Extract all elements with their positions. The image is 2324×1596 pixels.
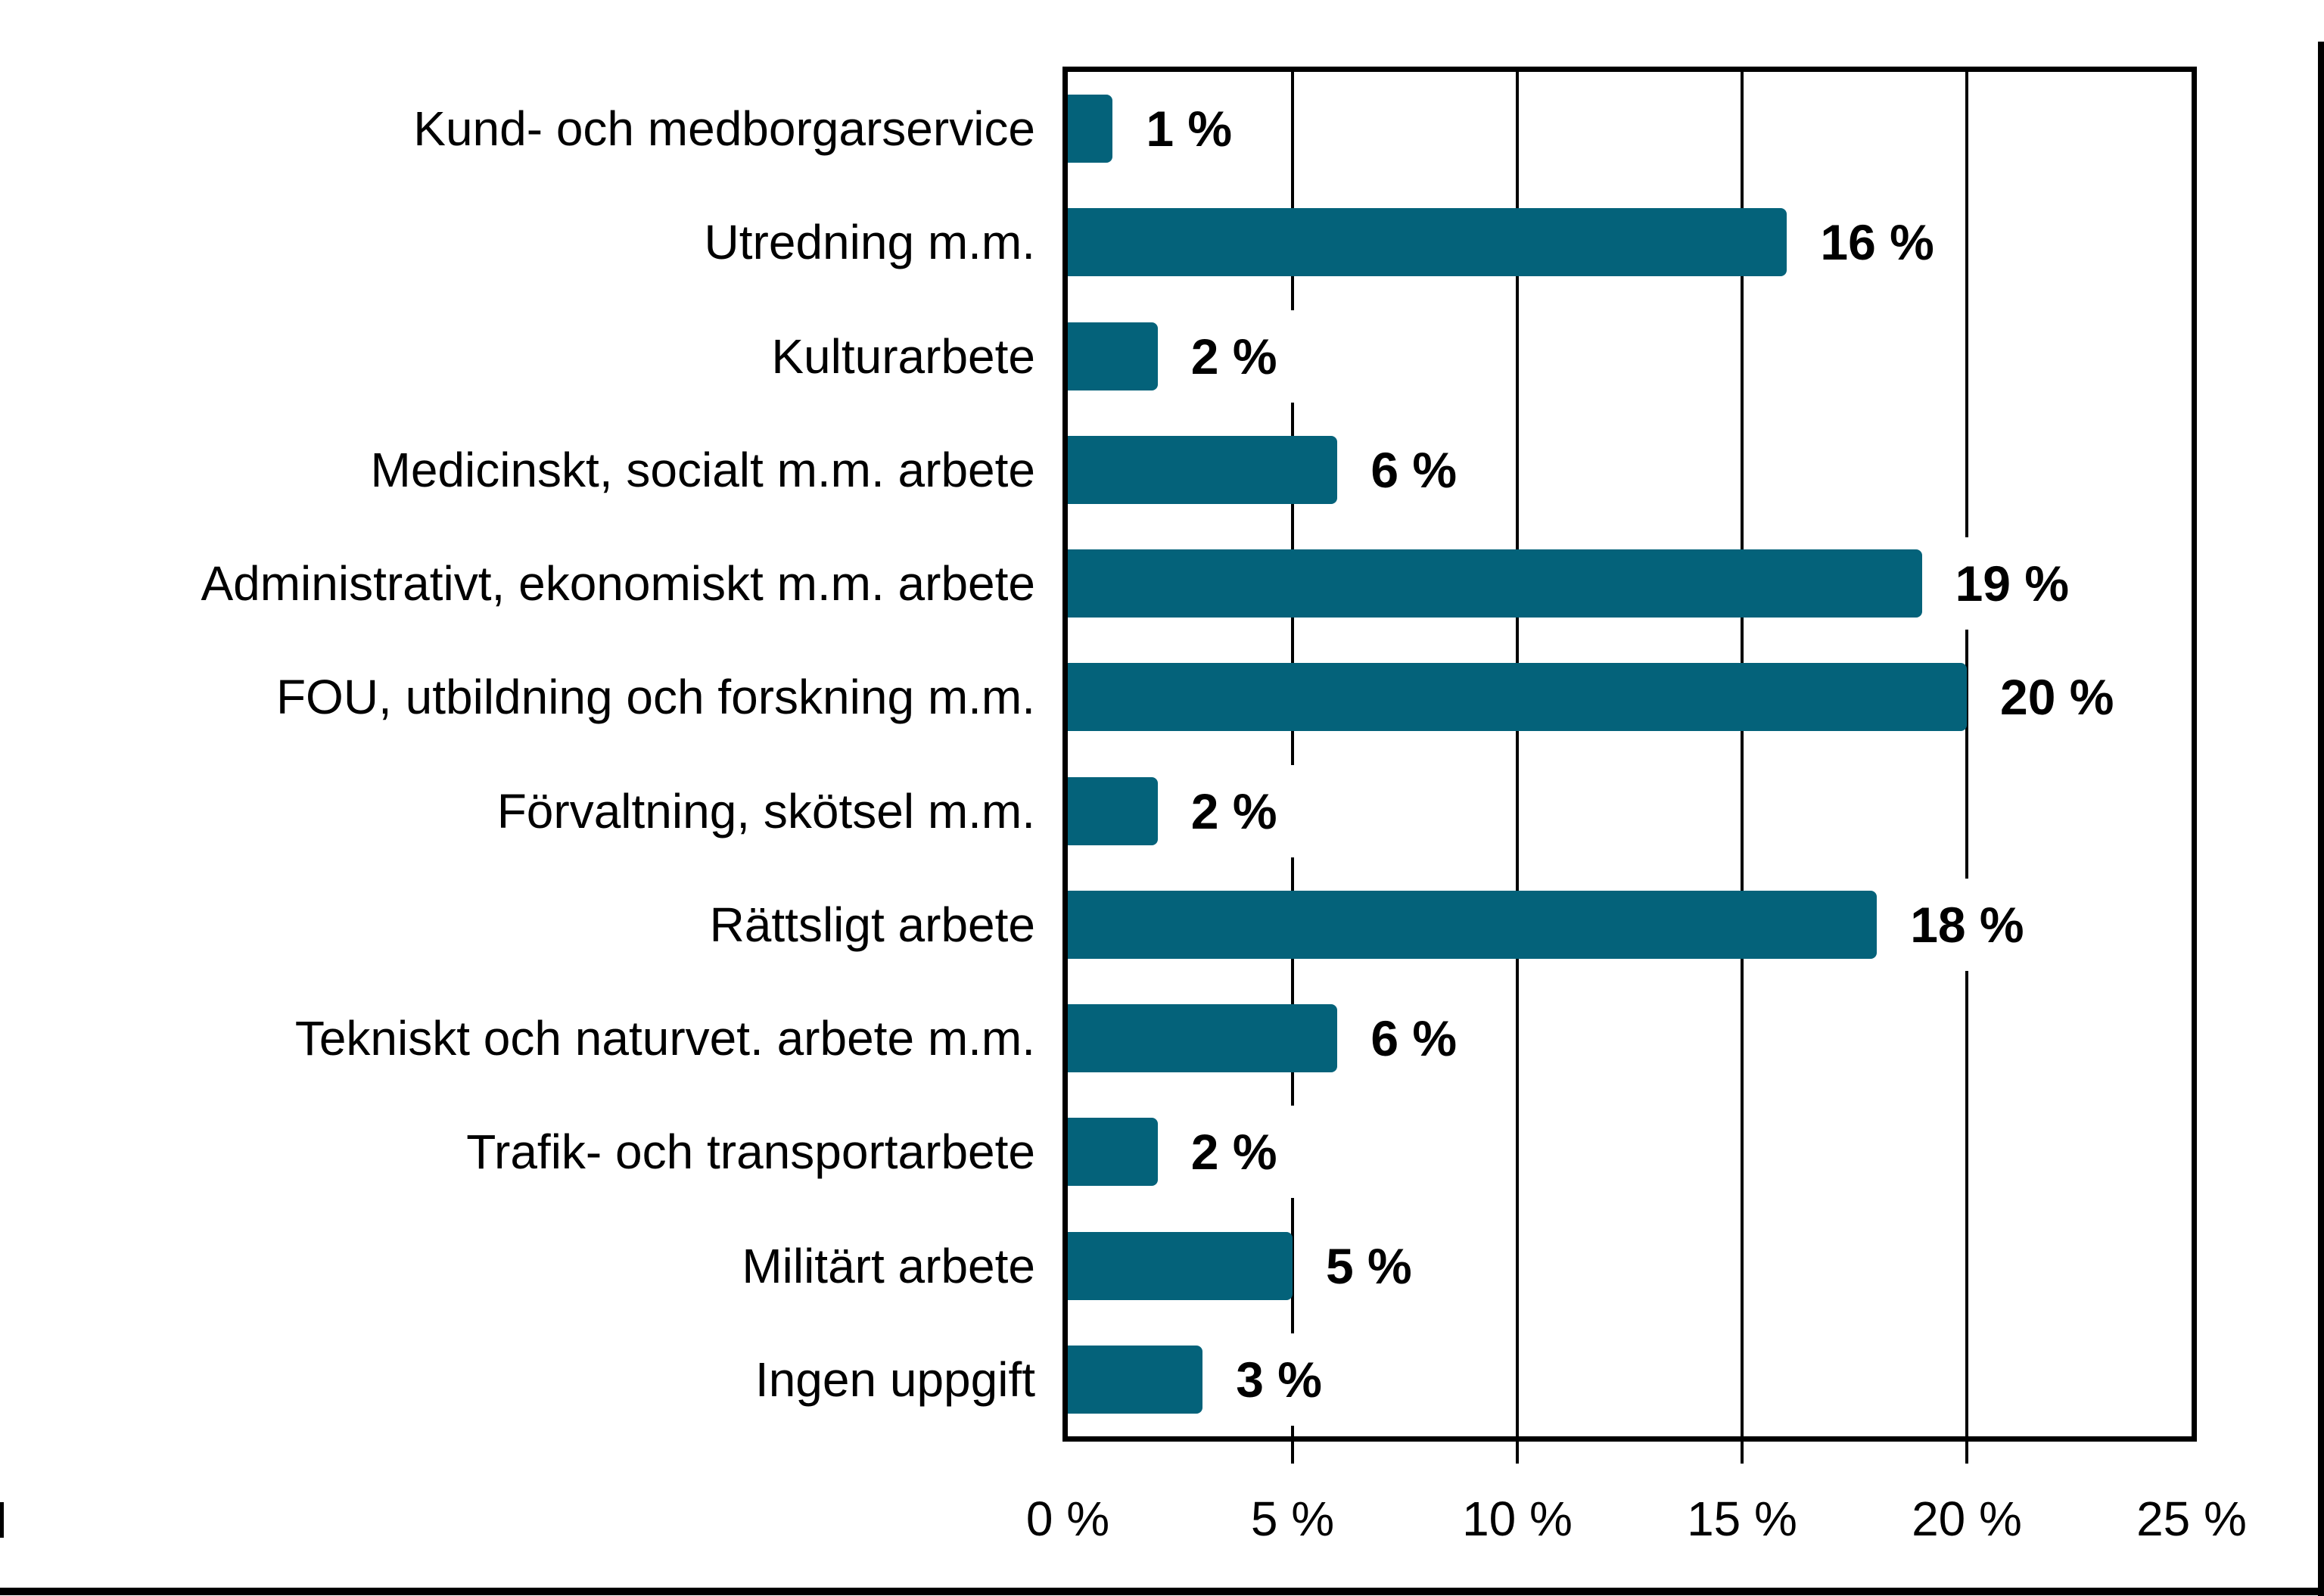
x-tick-mark [1516, 1442, 1519, 1464]
bar [1068, 322, 1158, 390]
category-label: Militärt arbete [742, 1238, 1035, 1293]
bar-value-label: 19 % [1933, 537, 2092, 630]
bar-value-label: 6 % [1348, 992, 1479, 1084]
category-label: Kund- och medborgarservice [413, 101, 1035, 157]
gridline-20pct [1965, 72, 1968, 1436]
bar [1068, 208, 1787, 276]
x-tick-label: 20 % [1912, 1492, 2022, 1546]
bar [1068, 1004, 1337, 1072]
gridline-15pct [1741, 72, 1744, 1436]
page-left-border-fragment [0, 1502, 4, 1538]
bar-value-label: 2 % [1168, 765, 1300, 857]
category-label: FOU, utbildning och forskning m.m. [275, 670, 1035, 725]
bar [1068, 1346, 1202, 1414]
plot-area [1062, 67, 2197, 1442]
bar [1068, 1118, 1158, 1186]
category-label: Ingen uppgift [754, 1352, 1035, 1407]
x-tick-label: 10 % [1462, 1492, 1573, 1546]
bar [1068, 436, 1337, 504]
category-label: Medicinskt, socialt m.m. arbete [370, 442, 1035, 497]
bar [1068, 95, 1112, 163]
category-label: Trafik- och transportarbete [466, 1125, 1035, 1180]
gridline-10pct [1516, 72, 1519, 1436]
bar-value-label: 3 % [1213, 1333, 1345, 1426]
bar-value-label: 6 % [1348, 424, 1479, 516]
bar-value-label: 20 % [1977, 651, 2136, 743]
bar-value-label: 5 % [1303, 1220, 1435, 1312]
category-label: Rättsligt arbete [709, 897, 1035, 952]
bar [1068, 891, 1877, 959]
x-tick-mark [1965, 1442, 1968, 1464]
bar-value-label: 2 % [1168, 310, 1300, 403]
bar-value-label: 1 % [1123, 82, 1255, 175]
category-label: Tekniskt och naturvet. arbete m.m. [294, 1011, 1035, 1066]
bar [1068, 1232, 1293, 1300]
category-label: Förvaltning, skötsel m.m. [496, 783, 1035, 838]
x-tick-label: 15 % [1687, 1492, 1797, 1546]
page-bottom-border [0, 1588, 2324, 1595]
x-tick-label: 0 % [1025, 1492, 1110, 1546]
page-right-border [2318, 42, 2324, 1596]
bar-value-label: 18 % [1887, 879, 2046, 971]
bar-value-label: 2 % [1168, 1106, 1300, 1198]
category-label: Kulturarbete [771, 328, 1035, 384]
bar-value-label: 16 % [1797, 196, 1956, 288]
x-tick-mark [1291, 1442, 1294, 1464]
x-tick-label: 5 % [1250, 1492, 1335, 1546]
gridline-5pct [1291, 72, 1294, 1436]
category-label: Administrativt, ekonomiskt m.m. arbete [201, 556, 1035, 611]
bar [1068, 663, 1967, 731]
category-label: Utredning m.m. [704, 215, 1035, 270]
bar [1068, 549, 1922, 618]
bar [1068, 777, 1158, 845]
x-tick-mark [1741, 1442, 1744, 1464]
x-tick-label: 25 % [2136, 1492, 2247, 1546]
